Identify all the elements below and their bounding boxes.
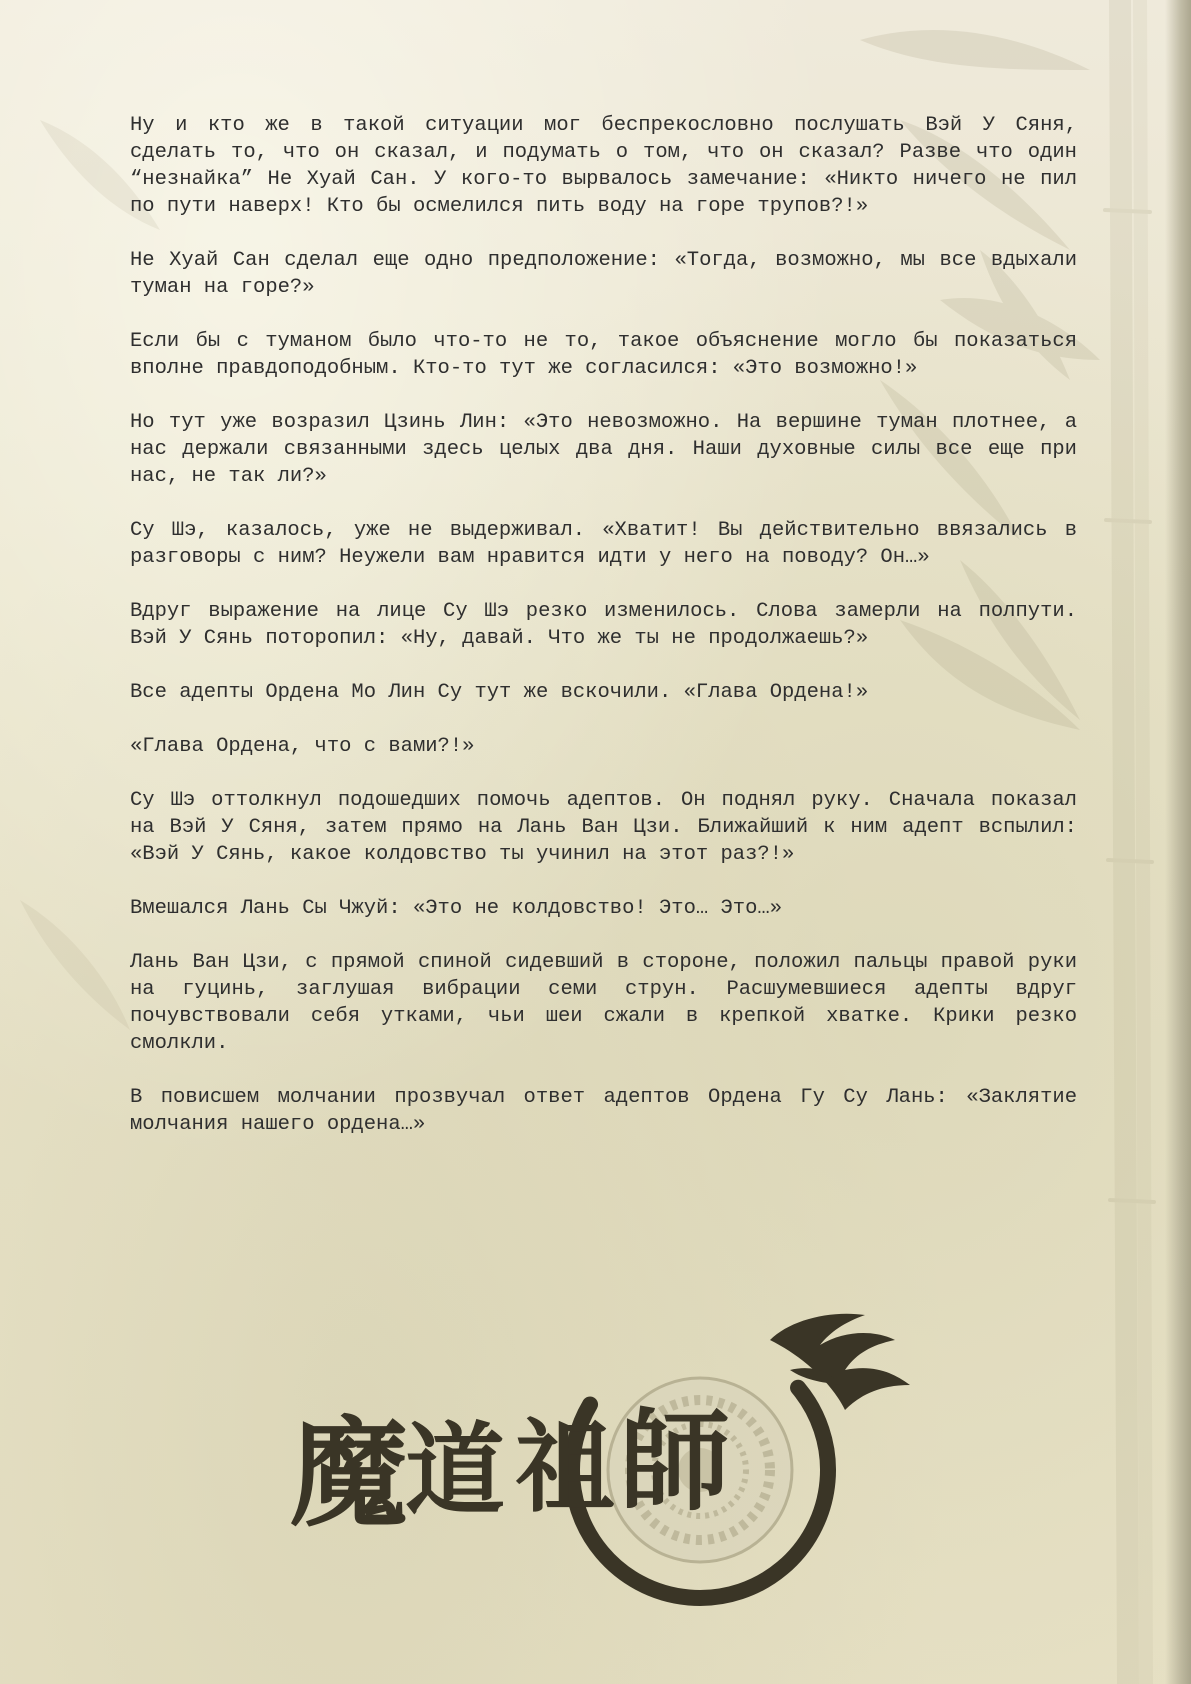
paragraph: Лань Ван Цзи, с прямой спиной сидевший в стороне, положил пальцы правой руки на гуцинь, заглушая вибрации семи струн. Расшумевшиеся адепты вдруг почувствовали себя утками, чьи шеи сжали в крепкой хватке. Крики резко смолкли. [130,951,1077,1055]
logo-char-3: 祖 [515,1408,615,1526]
paragraph: Но тут уже возразил Цзинь Лин: «Это невозможно. На вершине туман плотнее, а нас держали связанными здесь целых два дня. Наши духовные силы все еще при нас, не так ли?» [130,411,1077,488]
mdzs-calligraphy-logo [270,1310,950,1630]
paragraph: В повисшем молчании прозвучал ответ адептов Ордена Гу Су Лань: «Заклятие молчания нашего ордена…» [130,1086,1077,1136]
logo-char-1: 魔 [290,1404,409,1543]
story-text [130,112,1077,1165]
paragraph: «Глава Ордена, что с вами?!» [130,735,475,758]
logo-calligraphy [290,1397,730,1543]
paragraph: Если бы с туманом было что-то не то, такое объяснение могло бы показаться вполне правдоподобным. Кто-то тут же согласился: «Это возможно!» [130,330,1077,380]
paragraph: Ну и кто же в такой ситуации мог беспрекословно послушать Вэй У Сяня, сделать то, что он сказал, и подумать о том, что он сказал? Разве что один “незнайка” Не Хуай Сан. У кого-то вырвалось замечание: «Никто ничего не пил по пути наверх! Кто бы осмелился пить воду на горе трупов?!» [130,114,1077,218]
paragraph: Вдруг выражение на лице Су Шэ резко изменилось. Слова замерли на полпути. Вэй У Сянь поторопил: «Ну, давай. Что же ты не продолжаешь?» [130,600,1077,650]
paragraph: Су Шэ, казалось, уже не выдерживал. «Хватит! Вы действительно ввязались в разговоры с ним? Неужели вам нравится идти у него на поводу? Он…» [130,519,1077,569]
logo-char-2: 道 [405,1411,505,1529]
paragraph: Вмешался Лань Сы Чжуй: «Это не колдовство! Это… Это…» [130,897,783,920]
paragraph: Все адепты Ордена Мо Лин Су тут же вскочили. «Глава Ордена!» [130,681,869,704]
paragraph: Не Хуай Сан сделал еще одно предположение: «Тогда, возможно, мы все вдыхали туман на горе?» [130,249,1077,299]
paragraph: Су Шэ оттолкнул подошедших помочь адептов. Он поднял руку. Сначала показал на Вэй У Сяня, затем прямо на Лань Ван Цзи. Ближайший к ним адепт вспылил: «Вэй У Сянь, какое колдовство ты учинил на этот раз?!» [130,789,1077,866]
logo-char-4: 師 [620,1397,730,1526]
logo-flame-flourish [770,1314,910,1410]
page-edge-shadow [1165,0,1191,1684]
